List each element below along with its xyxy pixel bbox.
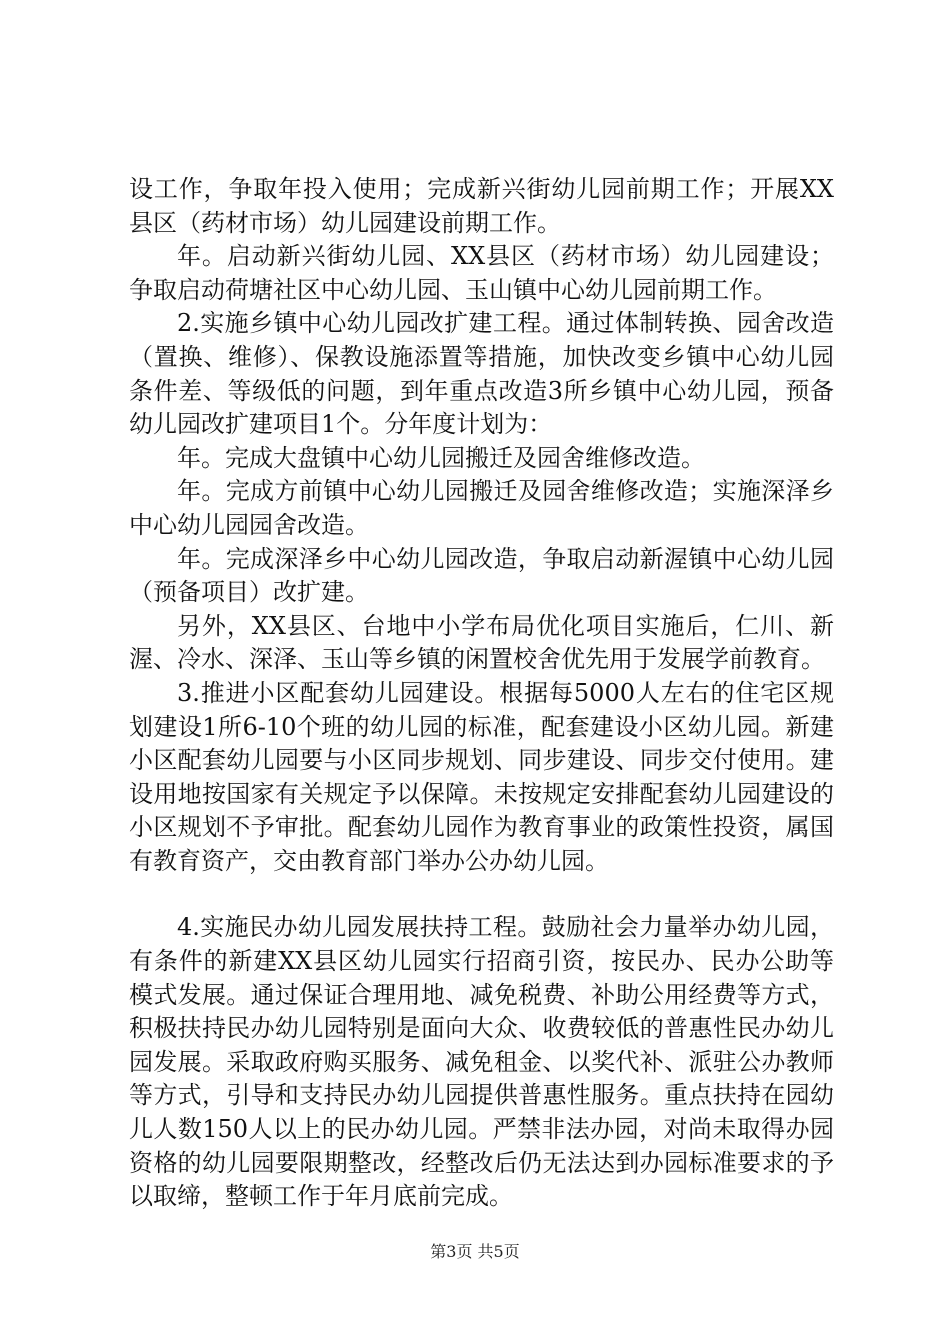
paragraph-4: 年。完成大盘镇中心幼儿园搬迁及园舍维修改造。 (177, 443, 705, 472)
paragraph-8: 3.推进小区配套幼儿园建设。根据每5000人左右的住宅区规划建设1所6-10个班的幼儿园的标准，配套建设小区幼儿园。新建小区配套幼儿园要与小区同步规划、同步建设、同步交付使用。建设用地按国家有关规定予以保障。未按规定安排配套幼儿园建设的小区规划不予审批。配套幼儿园作为教育事业的政策性投资，属国有教育资产，交由教育部门举办公办幼儿园。 (129, 678, 834, 875)
paragraph-9: 4.实施民办幼儿园发展扶持工程。鼓励社会力量举办幼儿园，有条件的新建XX县区幼儿园实行招商引资，按民办、民办公助等模式发展。通过保证合理用地、减免税费、补助公用经费等方式，积极扶持民办幼儿园特别是面向大众、收费较低的普惠性民办幼儿园发展。采取政府购买服务、减免租金、以奖代补、派驻公办教师等方式，引导和支持民办幼儿园提供普惠性服务。重点扶持在园幼儿人数150人以上的民办幼儿园。严禁非法办园，对尚未取得办园资格的幼儿园要限期整改，经整改后仍无法达到办园标准要求的予以取缔，整顿工作于年月底前完成。 (129, 913, 834, 1211)
paragraph-6: 年。完成深泽乡中心幼儿园改造，争取启动新渥镇中心幼儿园（预备项目）改扩建。 (129, 544, 834, 607)
page-footer: 第3页 共5页 (430, 1242, 520, 1261)
paragraph-1: 设工作，争取年投入使用；完成新兴街幼儿园前期工作；开展XX县区（药材市场）幼儿园建设前期工作。 (129, 175, 834, 237)
document-body (129, 173, 834, 1214)
paragraph-5: 年。完成方前镇中心幼儿园搬迁及园舍维修改造；实施深泽乡中心幼儿园园舍改造。 (129, 477, 834, 539)
paragraph-2: 年。启动新兴街幼儿园、XX县区（药材市场）幼儿园建设；争取启动荷塘社区中心幼儿园、玉山镇中心幼儿园前期工作。 (129, 242, 834, 304)
paragraph-7: 另外，XX县区、台地中小学布局优化项目实施后，仁川、新渥、冷水、深泽、玉山等乡镇的闲置校舍优先用于发展学前教育。 (129, 611, 834, 674)
paragraph-3: 2.实施乡镇中心幼儿园改扩建工程。通过体制转换、园舍改造（置换、维修）、保教设施添置等措施，加快改变乡镇中心幼儿园条件差、等级低的问题，到年重点改造3所乡镇中心幼儿园，预备幼儿园改扩建项目1个。分年度计划为： (129, 309, 834, 439)
